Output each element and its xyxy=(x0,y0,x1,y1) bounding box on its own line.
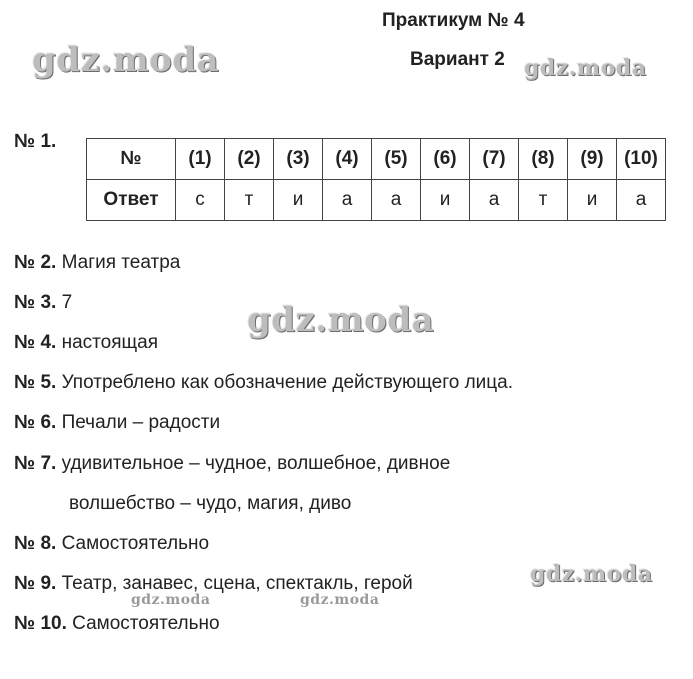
task-7 xyxy=(14,453,450,475)
task-answer: Самостоятельно xyxy=(72,613,220,634)
task-10 xyxy=(14,613,220,635)
task-label: № 9. xyxy=(14,573,57,594)
task-4 xyxy=(14,332,158,354)
task-label: № 6. xyxy=(14,412,57,433)
column-header: (5) xyxy=(372,139,421,180)
answer-cell: и xyxy=(568,180,617,221)
task-6 xyxy=(14,412,220,434)
answer-cell: с xyxy=(176,180,225,221)
column-header: (9) xyxy=(568,139,617,180)
task-answer: Самостоятельно xyxy=(61,533,210,554)
task-label: № 4. xyxy=(14,332,57,353)
page-title: Практикум № 4 xyxy=(382,10,525,31)
task-7-continuation: волшебство – чудо, магия, диво xyxy=(69,493,352,514)
task-2 xyxy=(14,252,180,274)
task-5 xyxy=(14,372,513,394)
task-answer: удивительное – чудное, волшебное, дивное xyxy=(61,453,451,474)
answer-cell: а xyxy=(372,180,421,221)
task-label: № 5. xyxy=(14,372,57,393)
watermark-logo: gdz.moda xyxy=(300,592,380,608)
task-answer: настоящая xyxy=(61,332,158,353)
column-header: (6) xyxy=(421,139,470,180)
task-answer: Магия театра xyxy=(61,252,181,273)
column-header: (3) xyxy=(274,139,323,180)
task-answer: 7 xyxy=(61,292,73,313)
task-answer: Театр, занавес, сцена, спектакль, герой xyxy=(61,573,413,594)
answer-cell: а xyxy=(470,180,519,221)
table-header-row xyxy=(87,139,666,180)
task-8 xyxy=(14,533,209,555)
answer-cell: т xyxy=(519,180,568,221)
answer-table xyxy=(86,138,666,221)
answer-cell: т xyxy=(225,180,274,221)
task-answer: Печали – радости xyxy=(61,412,221,433)
answer-cell: а xyxy=(323,180,372,221)
column-header: (10) xyxy=(617,139,666,180)
task-label: № 10. xyxy=(14,613,67,634)
task-9 xyxy=(14,573,413,595)
watermark-logo: gdz.moda xyxy=(247,300,435,340)
task-3 xyxy=(14,292,72,314)
watermark-logo: gdz.moda xyxy=(524,55,647,81)
watermark-logo: gdz.moda xyxy=(131,592,211,608)
task-label: № 8. xyxy=(14,533,57,554)
column-header: (4) xyxy=(323,139,372,180)
answer-cell: и xyxy=(274,180,323,221)
column-header: (1) xyxy=(176,139,225,180)
column-header: (8) xyxy=(519,139,568,180)
answer-cell: и xyxy=(421,180,470,221)
task-1-label: № 1. xyxy=(14,131,57,152)
table-answer-row xyxy=(87,180,666,221)
table-answer-label: Ответ xyxy=(87,180,176,221)
task-answer: Употреблено как обозначение действующего лица. xyxy=(61,372,514,393)
task-label: № 7. xyxy=(14,453,57,474)
task-label: № 3. xyxy=(14,292,57,313)
watermark-logo: gdz.moda xyxy=(32,40,220,80)
variant-label: Вариант 2 xyxy=(410,49,505,70)
column-header: (2) xyxy=(225,139,274,180)
task-label: № 2. xyxy=(14,252,57,273)
column-header: (7) xyxy=(470,139,519,180)
answer-cell: а xyxy=(617,180,666,221)
table-header-label: № xyxy=(87,139,176,180)
watermark-logo: gdz.moda xyxy=(530,561,653,587)
